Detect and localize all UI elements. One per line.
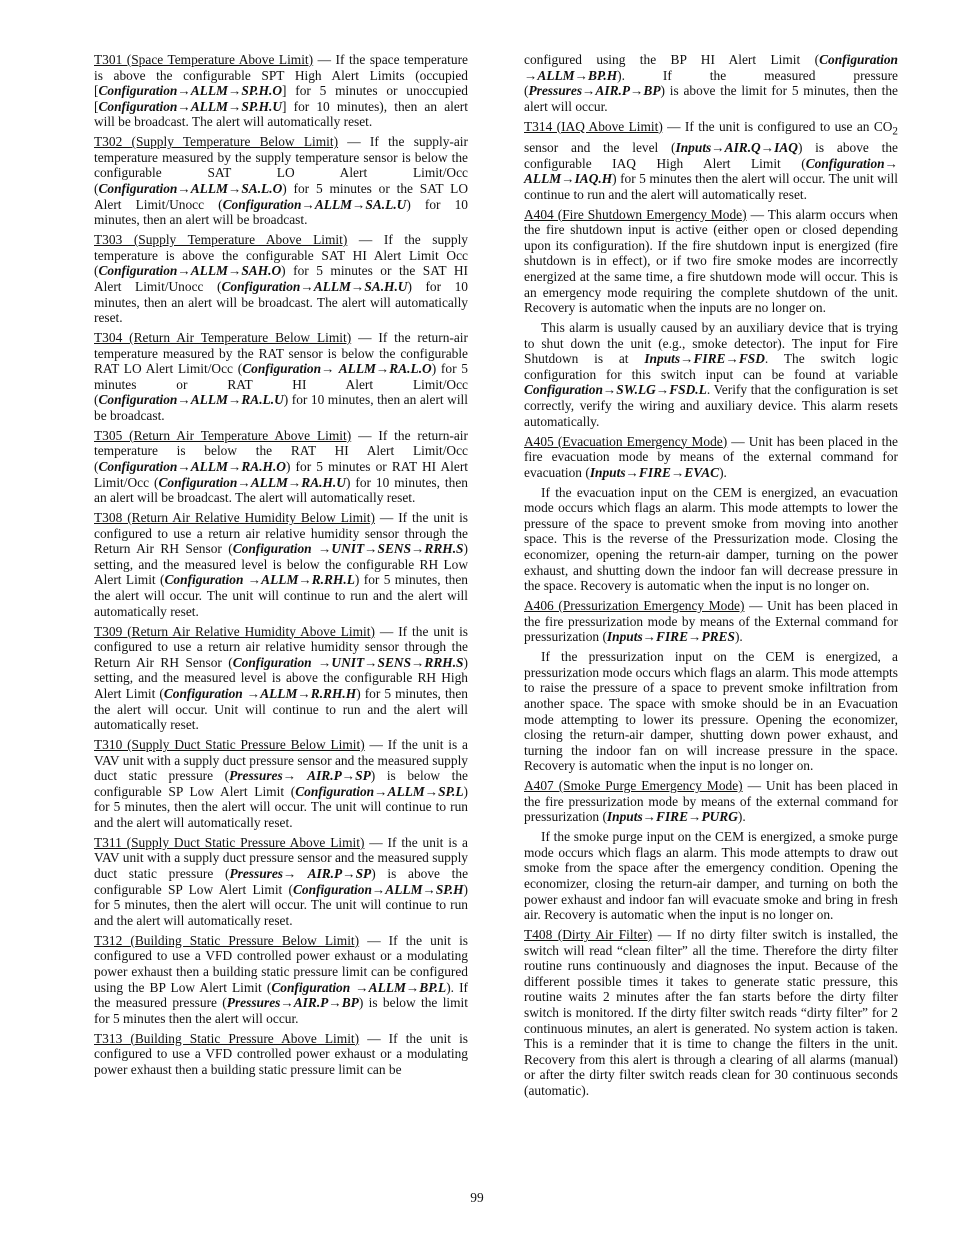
body-text: — If the unit is configured to use a return air relative humidity sensor through the Return Air RH Sensor ( [94,623,468,670]
paragraph [524,829,898,923]
menu-path: Inputs→FIRE→FSD [644,351,765,367]
paragraph [524,207,898,316]
body-text: — If the supply-air temperature measured by the supply temperature sensor is below the configurable SAT LO Alert Limit/Occ ( [94,134,468,197]
menu-path: Configuration →ALLM→BP.H [524,52,898,83]
body-text: If the pressurization input on the CEM is energized, a pressurization mode occurs which flags an alarm. This mode attempts to raise the pressure of a space to prevent smoke infiltration from another space. The space with smoke should be in an Evacuation mode attempting to lower its pressure. Opening the economizer, closing the return-air damper, shutting down power exhaust, and turning the indoor fan on will increase pressure in the space. Recovery is automatic when the input is no longer on. [524,649,898,774]
menu-path: Configuration→ALLM→SP.H.O [98,83,283,99]
body-text: — If the unit is a VAV unit with a supply duct pressure sensor and the measured supply duct static pressure ( [94,737,468,784]
body-text: ) is below the limit for 5 minutes then the alert will occur. [94,995,468,1026]
left-column [94,52,468,1082]
section-heading: T313 (Building Static Pressure Above Limit) [94,1030,360,1046]
section-heading: A406 (Pressurization Emergency Mode) [524,598,745,614]
paragraph [524,320,898,429]
menu-path: Inputs→AIR.Q→IAQ [675,139,798,155]
body-text: ) setting, and the measured level is above the configurable RH High Alert Limit ( [94,654,468,701]
section-heading: T308 (Return Air Relative Humidity Below Limit) [94,510,375,526]
paragraph [524,598,898,645]
paragraph [94,52,468,130]
menu-path: Configuration →ALLM→BP.L [271,979,447,995]
paragraph [94,737,468,831]
menu-path: Configuration→ ALLM→IAQ.H [524,155,898,187]
paragraph [94,835,468,929]
menu-path: Configuration→ALLM→SA.L.U [222,196,407,212]
menu-path: Configuration→ALLM→RA.H.U [158,474,346,490]
paragraph [524,52,898,114]
body-text: . The switch logic configuration for this switch input can be found at variable [524,351,899,382]
menu-path: Inputs→FIRE→PRES [606,629,735,645]
menu-path: Configuration→ALLM→RA.H.O [98,459,286,475]
menu-path: Configuration →UNIT→SENS→RRH.S [232,541,464,557]
menu-path: Pressures→AIR.P→BP [226,995,359,1011]
body-text: ). [734,629,743,645]
body-text: ) for 5 minutes or RAT HI Alert Limit/Occ ( [94,459,468,490]
paragraph [94,1031,468,1078]
section-heading: A404 (Fire Shutdown Emergency Mode) [524,206,747,222]
body-text: — If the return-air temperature measured by the RAT sensor is below the configurable RAT LO Alert Limit/Occ ( [94,329,468,377]
body-text: ) for 10 minutes, then an alert will be broadcast. [94,196,468,228]
menu-path: Configuration→ALLM→SP.H [293,881,464,897]
body-text: ) for 5 minutes, then the alert will occur. The unit will continue to run and the alert will automatically reset. [94,572,468,619]
body-text: ] for 5 minutes or unoccupied [ [94,83,468,114]
body-text: configured using the BP HI Alert Limit ( [524,52,820,67]
body-text: ) for 5 minutes, then the alert will occur. The unit will continue to run and the alert will automatically reset. [94,783,468,830]
body-text: — If the unit is configured to use an CO [662,118,893,134]
menu-path: Configuration→ALLM→SP.H.U [98,98,283,114]
paragraph [94,134,468,228]
menu-path: Configuration→ALLM→SP.L [295,783,464,799]
section-heading: T312 (Building Static Pressure Below Limit) [94,932,360,948]
paragraph [524,778,898,825]
body-text: . Verify that the configuration is set correctly, verify the wiring and auxiliary device. This alarm resets automatically. [524,382,898,429]
body-text: ) for 5 minutes or RAT HI Alert Limit/Occ ( [94,361,468,408]
body-text: ) for 5 minutes or the SAT LO Alert Limit/Unocc ( [94,181,468,212]
paragraph [524,927,898,1099]
body-text: This alarm is usually caused by an auxiliary device that is trying to shut down the unit (e.g., smoke detector). The input for Fire Shutdown is at [524,320,898,367]
body-text: ). If the measured pressure ( [524,67,898,99]
body-text: — If the supply temperature is above the configurable SAT HI Alert Limit Occ ( [94,232,468,279]
body-text: If the smoke purge input on the CEM is energized, a smoke purge mode occurs which flags an alarm. This mode attempts to draw out smoke from the space after the emergency condition. Opening the economizer, closing the return-air damper, and turning on both the power exhaust and indoor fan will evacuate smoke and bring in fresh air. Recovery is automatic when the input is no longer on. [524,829,898,923]
paragraph [94,428,468,506]
section-heading: T309 (Return Air Relative Humidity Above Limit) [94,623,375,639]
paragraph [524,649,898,774]
body-text: — If the unit is configured to use a VFD controlled power exhaust or a modulating power exhaust then a building static pressure limit can be [94,1030,468,1077]
body-text: — If the space temperature is above the configurable SPT High Alert Limits (occupied [ [94,52,468,99]
paragraph [94,933,468,1027]
body-text: — If the return-air temperature is below the RAT HI Alert Limit/Occ ( [94,427,468,475]
body-text: — Unit has been placed in the fire pressurization mode by means of the External command for pressurization ( [524,598,898,645]
paragraph [524,434,898,481]
menu-path: Inputs→FIRE→EVAC [589,464,720,480]
section-heading: T305 (Return Air Temperature Above Limit) [94,427,352,443]
subscript: 2 [892,125,898,138]
body-text: ) is below the configurable SP Low Alert Limit ( [94,768,468,799]
body-text: ). If the measured pressure ( [94,979,468,1011]
menu-path: Configuration →ALLM→R.RH.L [164,572,355,588]
section-heading: T304 (Return Air Temperature Below Limit) [94,329,352,345]
section-heading: T302 (Supply Temperature Below Limit) [94,134,339,150]
paragraph [524,119,898,203]
section-heading: T310 (Supply Duct Static Pressure Below Limit) [94,737,365,753]
body-text: ) for 10 minutes, then an alert will be broadcast. The alert will automatically reset. [94,278,468,326]
body-text: — Unit has been placed in the fire evacuation mode by means of the external command for evacuation ( [524,433,898,480]
body-text: If the evacuation input on the CEM is energized, an evacuation mode occurs which flags an alarm. This mode attempts to lower the pressure of the space to prevent smoke from moving into another space. This is the reverse of the Pressurization mode. Closing the economizer, opening the return-air damper, turning on the power exhaust, and shutting down the indoor fan will decrease pressure in the space. Recovery is automatic when the input is no longer on. [524,484,898,594]
menu-path: Configuration→ ALLM→RA.L.O [242,361,432,377]
body-text: — If no dirty filter switch is installed, the switch will read “clean filter” all the time. Therefore the dirty filter routine runs continuously and diagnoses the input. Because of the different possible times it takes to generate static pressure, this routine waits 2 minutes after the fan starts before the dirty filter switch is monitored. If the dirty filter switch reads “dirty filter” for 2 continuous minutes, an alert is generated. No system action is taken. This is a reminder that it is time to change the filters in the unit. Recovery from this alert is through a clearing of all alarms (manual) or after the dirty filter switch reads clean for 30 continuous seconds (automatic). [524,927,898,1099]
paragraph [94,330,468,424]
paragraph [94,232,468,326]
body-text: — Unit has been placed in the fire pressurization mode by means of the external command for pressurization ( [524,778,898,825]
body-text: sensor and the level ( [524,139,676,155]
menu-path: Inputs→FIRE→PURG [606,809,738,825]
body-text: ) is above the configurable IAQ High Alert Limit ( [524,139,899,171]
menu-path: Pressures→ AIR.P→SP [229,768,371,784]
section-heading: T314 (IAQ Above Limit) [524,118,663,134]
menu-path: Configuration→ALLM→SAH.O [98,263,282,279]
section-heading: T303 (Supply Temperature Above Limit) [94,232,348,248]
paragraph [94,624,468,733]
menu-path: Configuration →ALLM→R.RH.H [163,685,357,701]
menu-path: Configuration →UNIT→SENS→RRH.S [232,654,464,670]
body-text: ). [719,464,727,480]
body-text: ). [737,809,746,825]
paragraph [94,510,468,619]
body-text: ) for 10 minutes, then an alert will be broadcast. [94,392,468,423]
body-text: ) setting, and the measured level is below the configurable RH Low Alert Limit ( [94,541,468,588]
body-text: ) is above the limit for 5 minutes, then the alert will occur. [524,83,898,114]
section-heading: T311 (Supply Duct Static Pressure Above Limit) [94,834,365,850]
body-text: ) for 10 minutes, then an alert will be broadcast. The alert will automatically reset. [94,474,468,506]
body-text: — If the unit is configured to use a return air relative humidity sensor through the Return Air RH Sensor ( [94,510,468,557]
menu-path: Configuration→ALLM→SA.H.U [221,278,408,294]
right-column [524,52,898,1103]
paragraph [524,485,898,594]
menu-path: Configuration→ALLM→RA.L.U [98,392,284,408]
menu-path: Pressures→ AIR.P→SP [229,866,372,882]
body-text: ] for 10 minutes), then an alert will be broadcast. The alert will automatically reset. [94,98,468,130]
menu-path: Pressures→AIR.P→BP [528,83,661,99]
menu-path: Configuration→SW.LG→FSD.L [524,382,707,398]
body-text: ) for 5 minutes, then the alert will occur. The unit will continue to run and the alert will automatically reset. [94,881,468,928]
body-text: ) for 5 minutes then the alert will occur. The unit will continue to run and the alert will automatically reset. [524,171,898,202]
body-text: — This alarm occurs when the fire shutdown input is active (either open or closed depending upon its configuration). If the fire shutdown input is energized (fire shutdown is in effect), or if two fire smoke modes are incorrectly energized at the same time, a fire shutdown mode will occur. This is an emergency mode requiring the complete shutdown of the unit. Recovery is automatic when the inputs are no longer on. [524,206,898,316]
section-heading: T301 (Space Temperature Above Limit) [94,52,314,67]
section-heading: A407 (Smoke Purge Emergency Mode) [524,778,743,794]
section-heading: A405 (Evacuation Emergency Mode) [524,433,728,449]
body-text: — If the unit is a VAV unit with a supply duct pressure sensor and the measured supply duct static pressure ( [94,834,468,882]
body-text: ) for 5 minutes or the SAT HI Alert Limit/Unocc ( [94,263,468,294]
body-text: — If the unit is configured to use a VFD controlled power exhaust or a modulating power exhaust then a building static pressure limit can be configured using the BP Low Alert Limit ( [94,932,468,995]
section-heading: T408 (Dirty Air Filter) [524,927,653,943]
menu-path: Configuration→ALLM→SA.L.O [98,181,283,197]
page-number: 99 [470,1190,484,1205]
body-text: ) for 5 minutes, then the alert will occur. Unit will continue to run and the alert will automatically reset. [94,685,468,733]
body-text: ) is above the configurable SP Low Alert Limit ( [94,866,469,897]
